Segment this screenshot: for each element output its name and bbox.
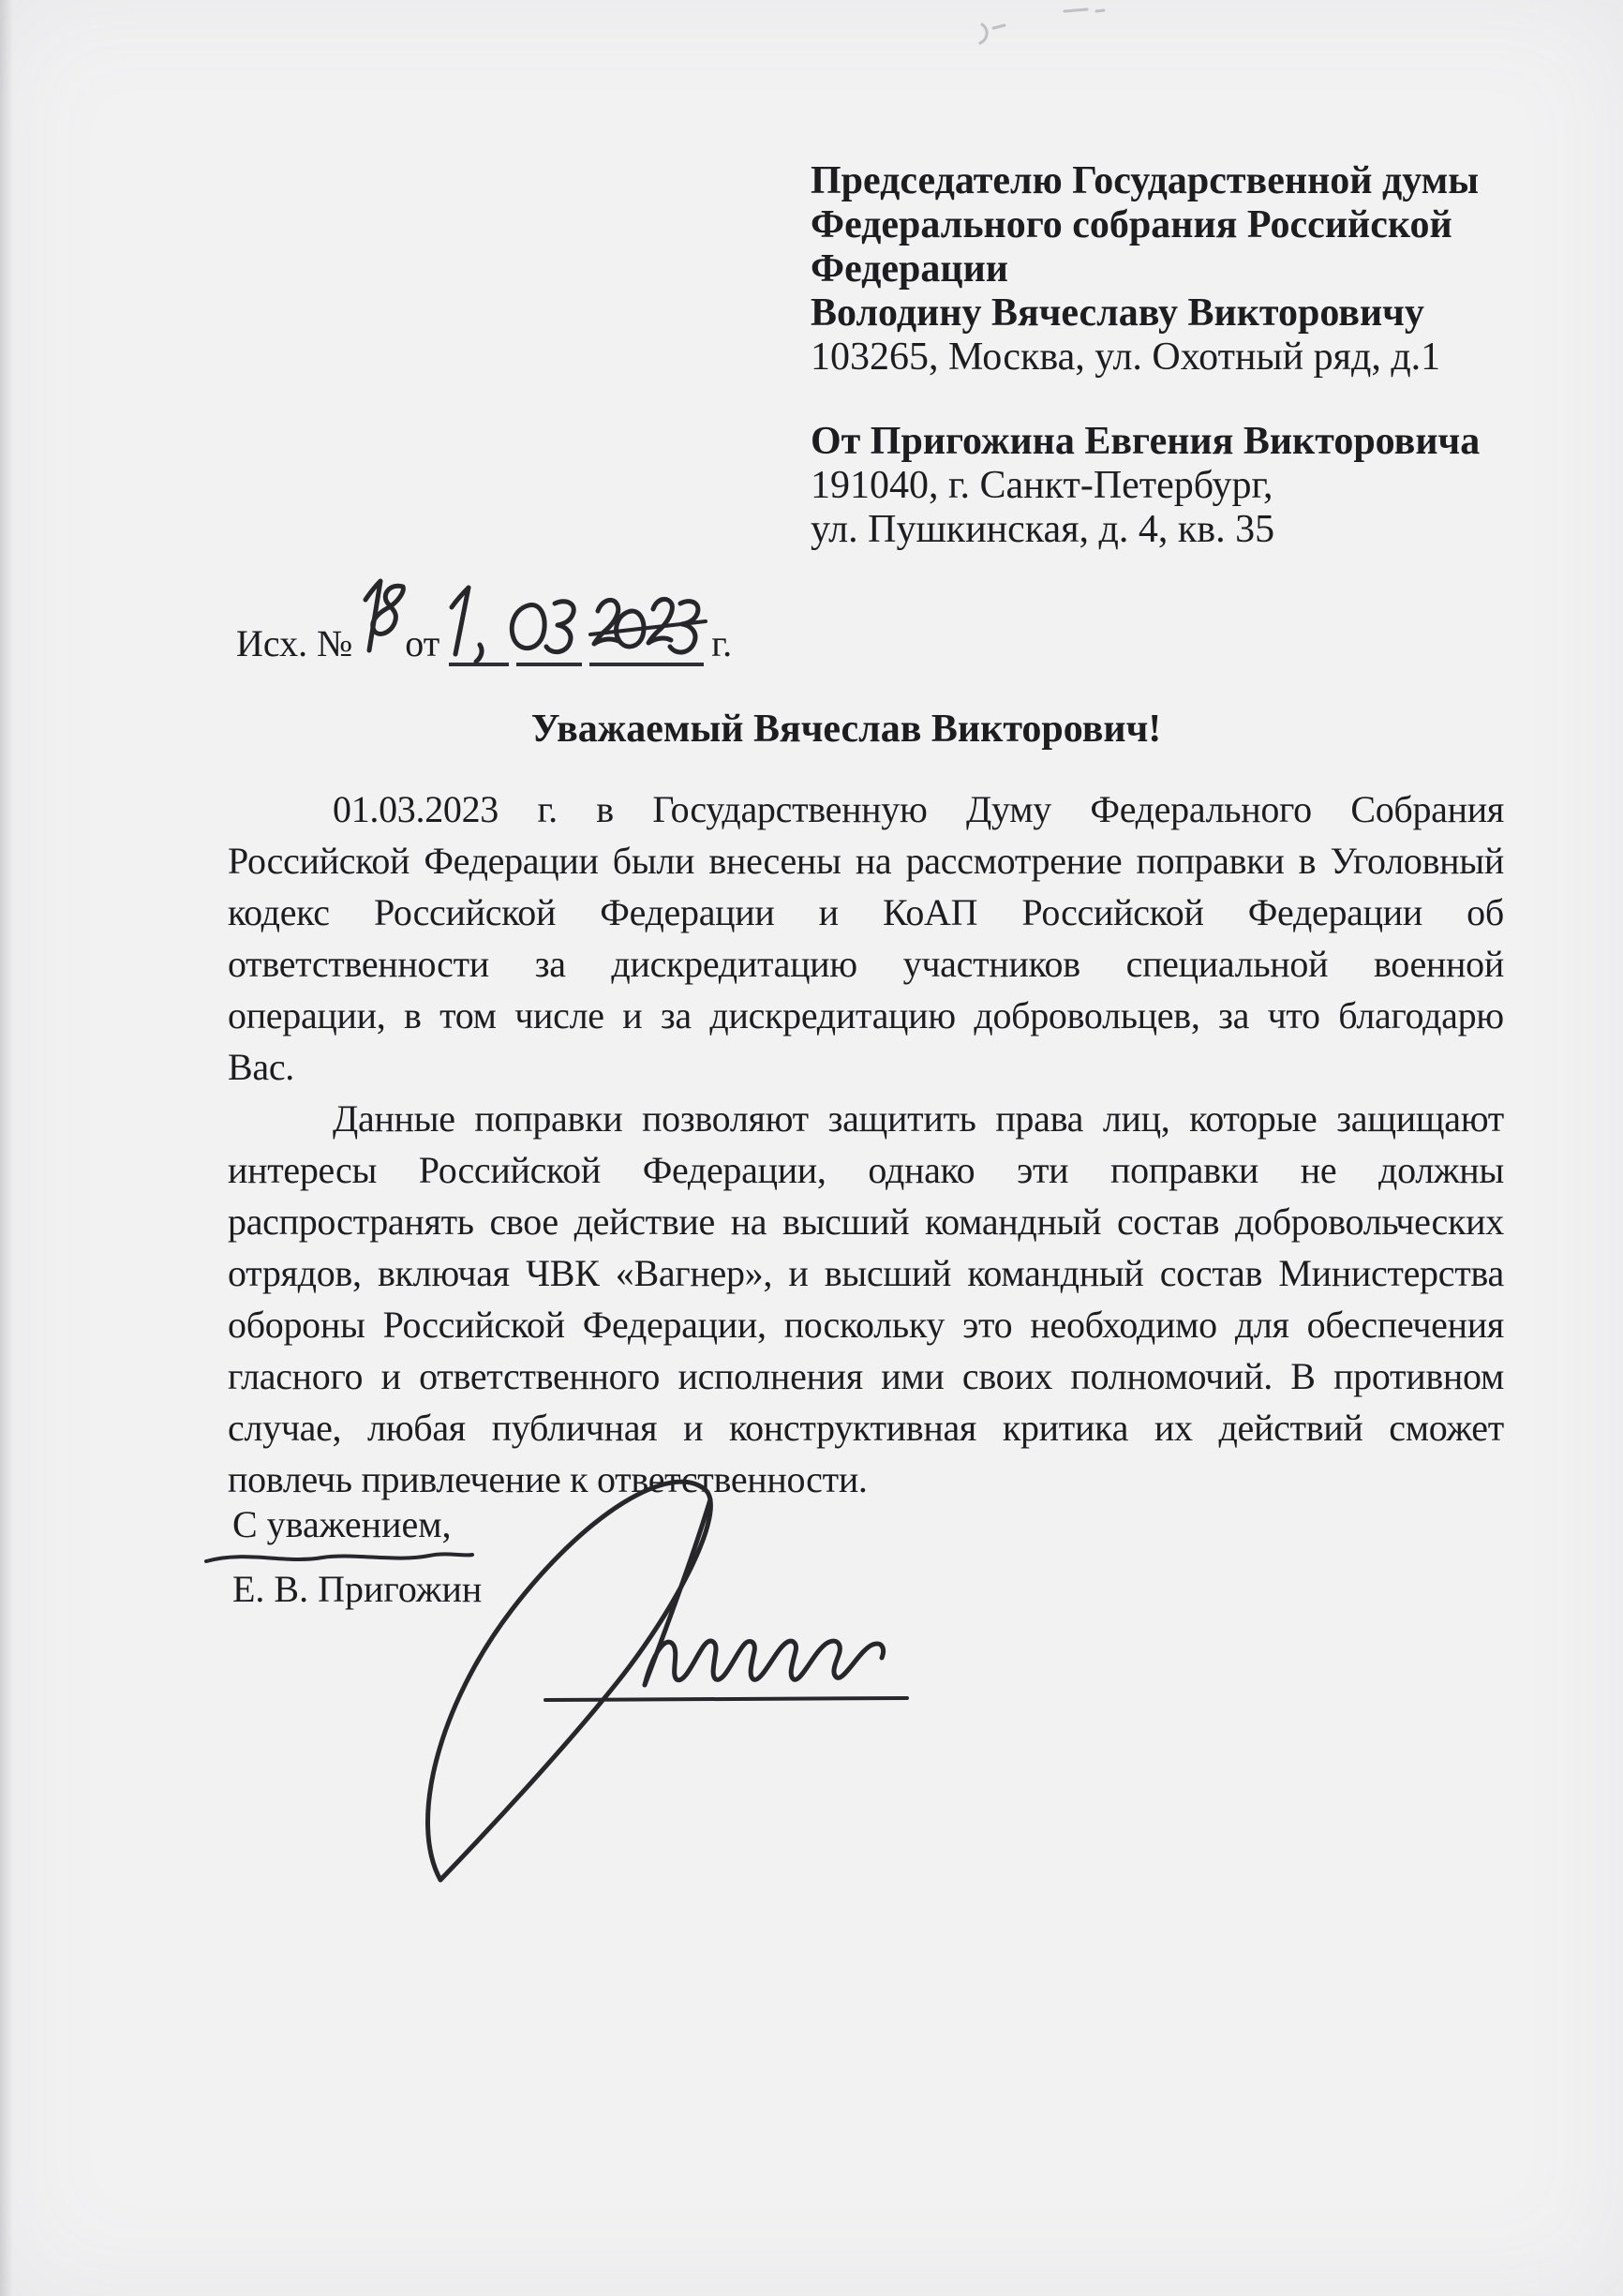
closing-name: Е. В. Пригожин	[232, 1568, 483, 1610]
scan-edge-shadow	[0, 0, 13, 2296]
body-line: отрядов, включая ЧВК «Вагнер», и высший командный состав Министерства	[228, 1252, 1504, 1294]
signature-stroke	[428, 1482, 907, 1880]
body-line: ответственности за дискредитацию участников специальной военной	[228, 943, 1504, 985]
body-line: распространять свое действие на высший командный состав добровольческих	[228, 1200, 1504, 1243]
letter-body	[228, 783, 1504, 1505]
salutation: Уважаемый Вячеслав Викторович!	[530, 708, 1162, 751]
reference-suffix: г.	[711, 622, 733, 664]
body-line: повлечь привлечение к ответственности.	[228, 1458, 868, 1500]
body-line: Данные поправки позволяют защитить права лиц, которые защищают	[333, 1097, 1504, 1140]
recipient-line: Федерации	[811, 247, 1009, 291]
reference-ot: от	[405, 622, 440, 664]
scan-artifact	[980, 9, 1104, 43]
regards-underline	[206, 1554, 472, 1561]
body-line: Вас.	[228, 1046, 294, 1088]
sender-name: От Пригожина Евгения Викторовича	[811, 420, 1481, 463]
recipient-line: Федерального собрания Российской	[811, 203, 1452, 246]
recipient-address: 103265, Москва, ул. Охотный ряд, д.1	[811, 335, 1441, 379]
body-line: кодекс Российской Федерации и КоАП Российской Федерации об	[228, 891, 1504, 933]
date-underline-segment	[516, 621, 582, 666]
sender-address: ул. Пушкинская, д. 4, кв. 35	[811, 508, 1275, 551]
body-line: интересы Российской Федерации, однако эти поправки не должны	[228, 1149, 1504, 1191]
reference-prefix: Исх. №	[236, 622, 353, 664]
body-line: Российской Федерации были внесены на рассмотрение поправки в Уголовный	[228, 840, 1504, 882]
signature-underline	[545, 1698, 907, 1700]
reference-line	[236, 611, 732, 667]
sender-address: 191040, г. Санкт-Петербург,	[811, 464, 1273, 507]
body-line: 01.03.2023 г. в Государственную Думу Федерального Собрания	[333, 788, 1504, 830]
body-line: случае, любая публичная и конструктивная критика их действий сможет	[228, 1407, 1504, 1449]
body-line: операции, в том числе и за дискредитацию добровольцев, за что благодарю	[228, 994, 1504, 1036]
recipient-line: Председателю Государственной думы	[811, 159, 1480, 202]
body-line: обороны Российской Федерации, поскольку это необходимо для обеспечения	[228, 1304, 1504, 1346]
closing-regards: С уважением,	[232, 1503, 452, 1545]
recipient-name: Володину Вячеславу Викторовичу	[811, 291, 1424, 335]
date-underline-segment	[449, 621, 509, 666]
sender-block	[811, 420, 1480, 552]
recipient-block	[811, 159, 1479, 380]
date-underline-segment	[589, 621, 704, 666]
body-line: гласного и ответственного исполнения ими своих полномочий. В противном	[228, 1355, 1504, 1397]
